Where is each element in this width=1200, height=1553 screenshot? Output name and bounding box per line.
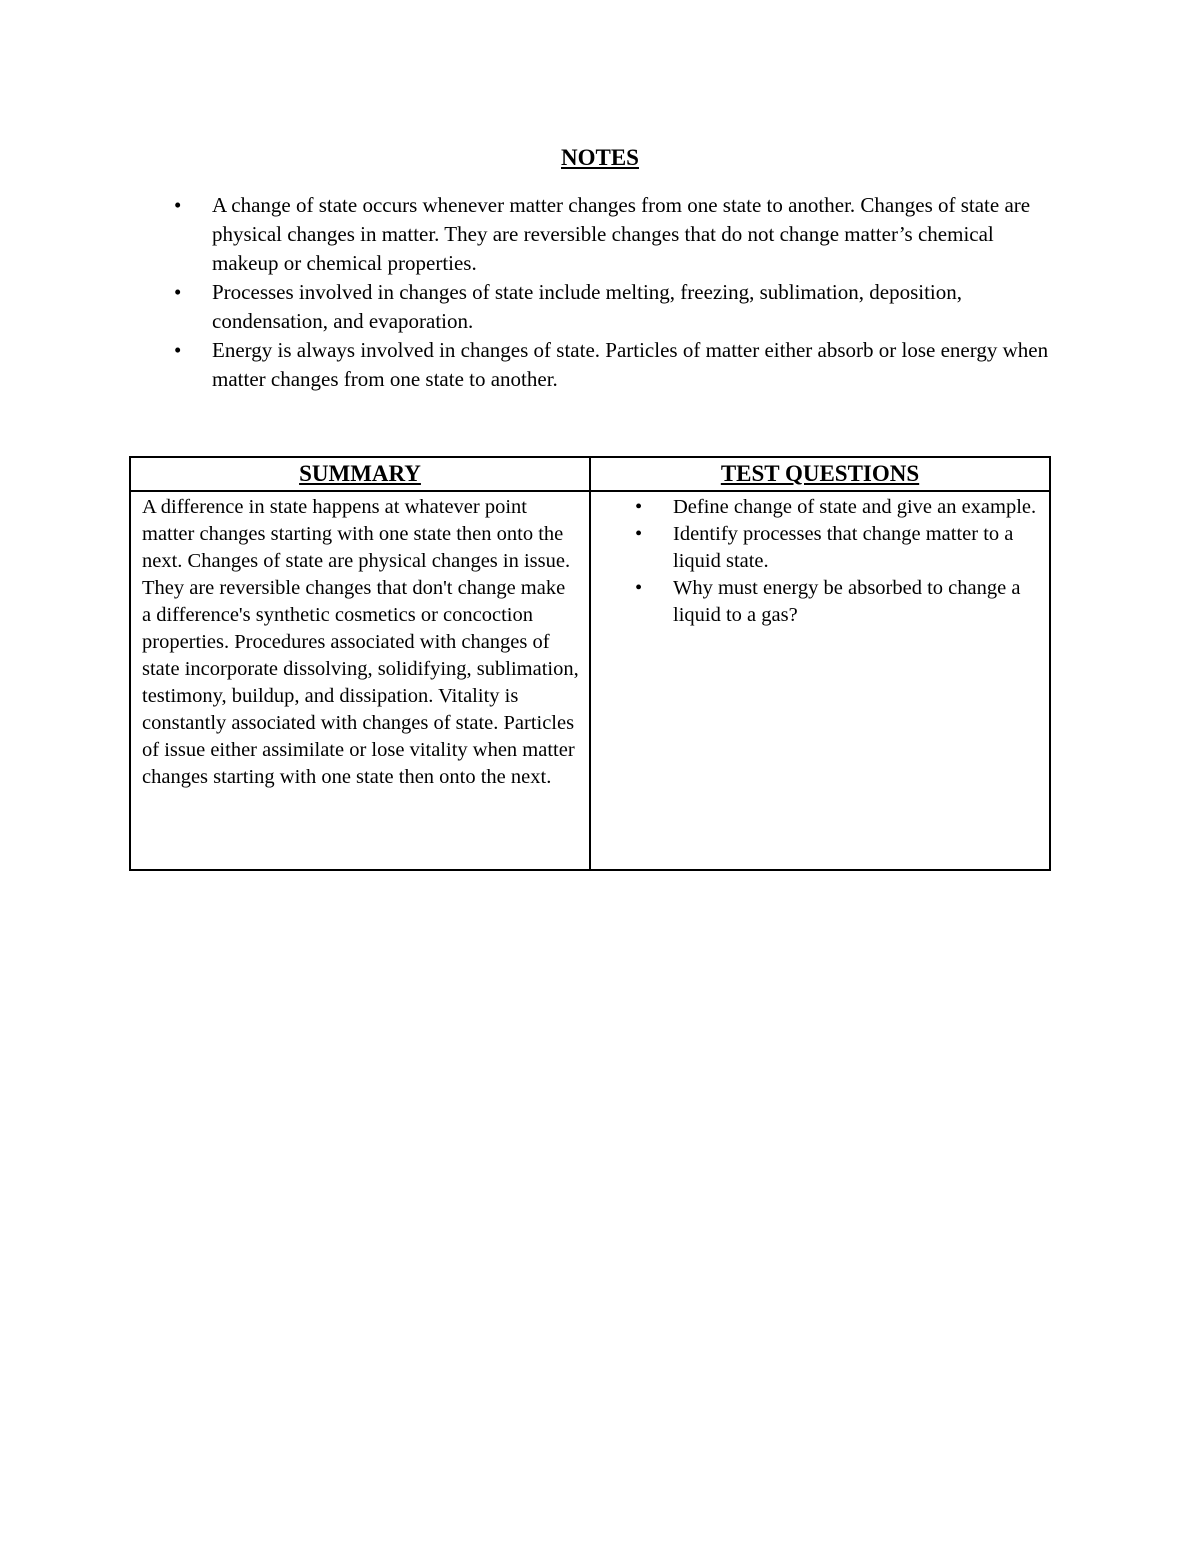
notes-item <box>170 191 1060 278</box>
notes-item-text: A change of state occurs whenever matter changes from one state to another. Changes of state are physical changes in matter. They are reversible changes that do not change matter’s chemical makeup or chemical properties. <box>212 193 1031 275</box>
notes-item-text: Energy is always involved in changes of state. Particles of matter either absorb or lose energy when matter changes from one state to another. <box>212 338 1049 391</box>
bullet-icon: • <box>174 193 182 217</box>
test-questions-cell <box>590 491 1050 870</box>
test-questions-header: TEST QUESTIONS <box>590 457 1050 491</box>
question-text: Identify processes that change matter to a liquid state. <box>673 523 1014 572</box>
notes-item-text: Processes involved in changes of state include melting, freezing, sublimation, deposition, condensation, and evaporation. <box>212 280 963 333</box>
summary-header: SUMMARY <box>130 457 590 491</box>
summary-text: A difference in state happens at whatever point matter changes starting with one state then onto the next. Changes of state are physical changes in issue. They are reversible changes that don't change make a difference's synthetic cosmetics or concoction properties. Procedures associated with changes of state incorporate dissolving, solidifying, sublimation, testimony, buildup, and dissipation. Vitality is constantly associated with changes of state. Particles of issue either assimilate or lose vitality when matter changes starting with one state then onto the next. <box>130 491 590 870</box>
notes-title: NOTES <box>561 145 639 170</box>
question-text: Why must energy be absorbed to change a liquid to a gas? <box>673 577 1021 626</box>
question-item <box>591 575 1041 629</box>
question-item <box>591 494 1041 521</box>
question-text: Define change of state and give an example. <box>673 496 1037 518</box>
table-header-row <box>130 457 1050 491</box>
test-questions-list <box>591 494 1041 629</box>
bullet-icon: • <box>174 280 182 304</box>
notes-item <box>170 278 1060 336</box>
bullet-icon: • <box>635 577 643 599</box>
table-row <box>130 491 1050 870</box>
notes-item <box>170 336 1060 394</box>
bullet-icon: • <box>635 523 643 545</box>
question-item <box>591 521 1041 575</box>
bullet-icon: • <box>635 496 643 518</box>
bullet-icon: • <box>174 338 182 362</box>
summary-questions-table <box>129 456 1051 871</box>
notes-list <box>170 191 1060 394</box>
